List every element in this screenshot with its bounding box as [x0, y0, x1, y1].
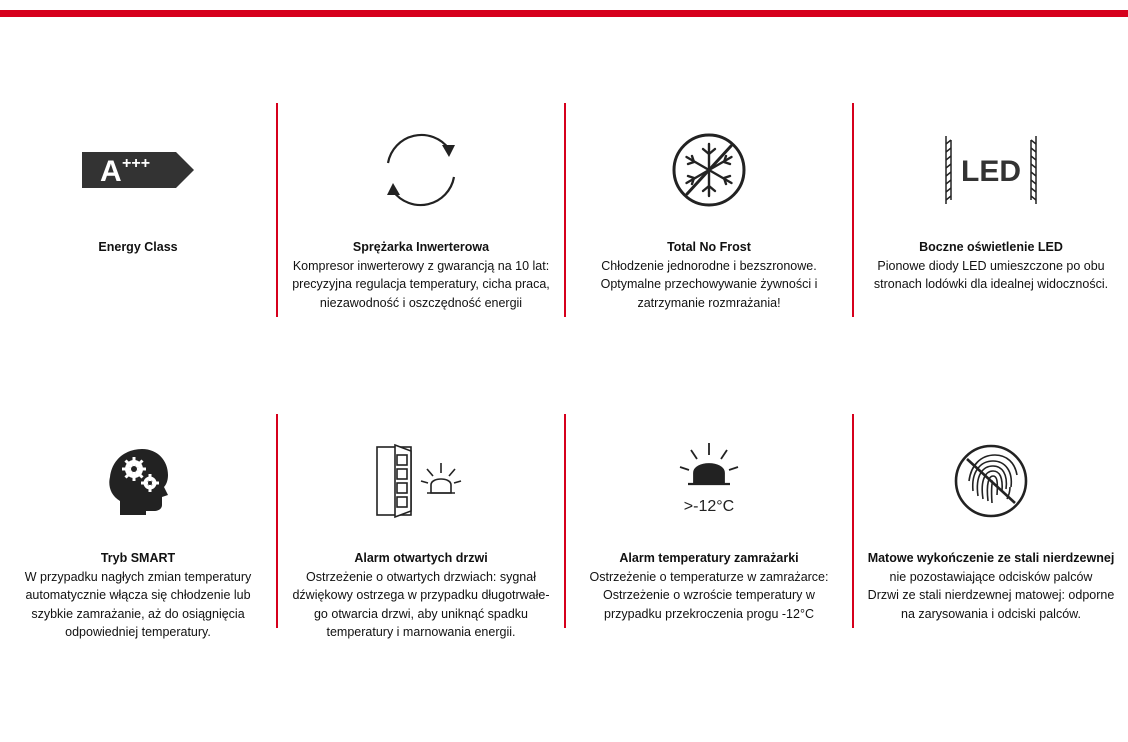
- feature-no-frost: [565, 103, 853, 317]
- feature-line: Pionowe diody LED umieszczone po obu: [877, 258, 1105, 273]
- feature-line: go otwarcia drzwi, aby uniknąć spadku: [313, 606, 528, 621]
- anti-fingerprint-icon: [847, 436, 1128, 526]
- feature-line: niezawodność i oszczędność energii: [319, 295, 523, 310]
- energy-class-icon: [0, 125, 282, 215]
- feature-anti-fingerprint: [847, 414, 1128, 628]
- feature-smart-mode: [0, 414, 282, 639]
- top-red-bar: [0, 10, 1128, 17]
- feature-line: Chłodzenie jednorodne i bezszronowe.: [601, 258, 817, 273]
- feature-title: Tryb SMART: [100, 551, 176, 565]
- feature-line: przypadku przekroczenia progu -12°C: [604, 606, 814, 621]
- feature-title: Alarm temperatury zamrażarki: [619, 551, 799, 565]
- feature-line: precyzyjna regulacja temperatury, cicha praca,: [292, 277, 550, 291]
- feature-caption: [0, 238, 276, 257]
- no-frost-icon: [565, 125, 853, 215]
- feature-line: Ostrzeżenie o wzroście temperatury w: [603, 588, 815, 602]
- led-lighting-icon: [847, 125, 1128, 215]
- feature-title: Energy Class: [98, 240, 178, 254]
- svg-text:+++: +++: [122, 155, 151, 172]
- feature-caption: [853, 238, 1128, 294]
- feature-title: Sprężarka Inwerterowa: [352, 240, 490, 254]
- feature-caption: [283, 549, 559, 642]
- feature-line: Kompresor inwerterowy z gwarancją na 10 lat:: [292, 258, 550, 273]
- door-alarm-icon: [277, 436, 565, 526]
- feature-energy-class: [0, 103, 282, 317]
- feature-door-alarm: [277, 414, 565, 639]
- feature-caption: [0, 549, 276, 642]
- feature-line: temperatury i marnowania energii.: [326, 625, 516, 639]
- feature-caption: [283, 238, 559, 312]
- svg-text:A: A: [100, 155, 122, 188]
- smart-mode-icon: [0, 436, 282, 526]
- feature-title: Boczne oświetlenie LED: [919, 240, 1063, 254]
- feature-title: Total No Frost: [667, 240, 751, 254]
- feature-freezer-alarm: [565, 414, 853, 628]
- inverter-compressor-icon: [277, 125, 565, 215]
- feature-caption: [571, 238, 847, 312]
- feature-line: stronach lodówki dla idealnej widoczności.: [873, 277, 1109, 291]
- feature-caption: [571, 549, 847, 623]
- feature-title: Matowe wykończenie ze stali nierdzewnej: [867, 551, 1115, 565]
- svg-text:>-12°C: >-12°C: [683, 498, 735, 515]
- feature-line: dźwiękowy ostrzega w przypadku długotrwałe-: [292, 588, 550, 602]
- feature-line: szybkie zamrażanie, aż do osiągnięcia: [31, 606, 245, 621]
- feature-led-lighting: [847, 103, 1128, 317]
- feature-line: Drzwi ze stali nierdzewnej matowej: odporne: [867, 588, 1115, 602]
- feature-inverter-compressor: [277, 103, 565, 317]
- feature-line: zatrzymanie rozmrażania!: [637, 295, 781, 310]
- svg-text:LED: LED: [961, 155, 1021, 188]
- feature-line: nie pozostawiające odcisków palców: [889, 569, 1093, 584]
- feature-caption: [853, 549, 1128, 623]
- feature-line: Ostrzeżenie o otwartych drzwiach: sygnał: [306, 569, 536, 584]
- feature-line: Ostrzeżenie o temperaturze w zamrażarce:: [589, 569, 829, 584]
- freezer-alarm-icon: [565, 436, 853, 526]
- feature-line: na zarysowania i odciski palców.: [901, 606, 1081, 621]
- feature-line: Optymalne przechowywanie żywności i: [600, 277, 818, 291]
- feature-line: odpowiedniej temperatury.: [65, 625, 211, 639]
- feature-line: automatycznie włącza się chłodzenie lub: [25, 588, 251, 602]
- feature-line: W przypadku nagłych zmian temperatury: [24, 569, 252, 584]
- feature-title: Alarm otwartych drzwi: [354, 551, 488, 565]
